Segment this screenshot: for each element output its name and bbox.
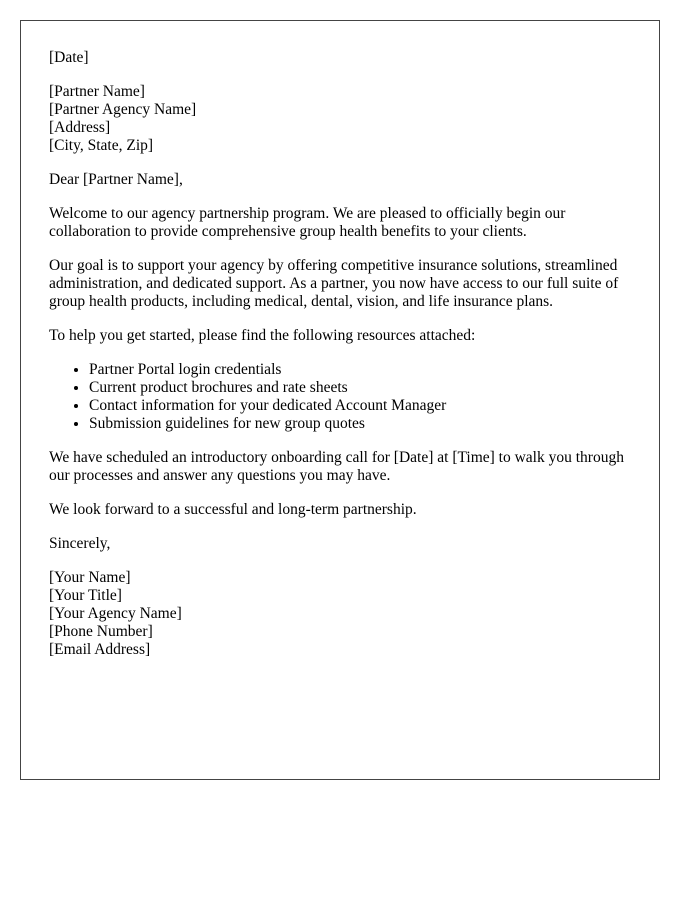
sender-name: [Your Name] <box>49 569 131 586</box>
paragraph-onboarding: We have scheduled an introductory onboarding call for [Date] at [Time] to walk you through our processes and answer any questions you may have. <box>49 449 624 484</box>
recipient-city-state-zip: [City, State, Zip] <box>49 137 154 154</box>
sign-off: Sincerely, <box>49 535 111 552</box>
salutation: Dear [Partner Name], <box>49 171 183 188</box>
date-text: [Date] <box>49 49 89 66</box>
paragraph-goal: Our goal is to support your agency by offering competitive insurance solutions, streamlined administration, and dedicated support. As a partner, you now have access to our full suite of group health products, including medical, dental, vision, and life insurance plans. <box>49 257 619 310</box>
paragraph-closing: We look forward to a successful and long-term partnership. <box>49 501 417 518</box>
recipient-name: [Partner Name] <box>49 83 145 100</box>
resource-item: • Current product brochures and rate sheets <box>89 379 631 397</box>
paragraph-welcome: Welcome to our agency partnership program. We are pleased to officially begin our collaboration to provide comprehensive group health benefits to your clients. <box>49 205 566 240</box>
resource-item: • Contact information for your dedicated Account Manager <box>89 397 631 415</box>
recipient-address: [Address] <box>49 119 111 136</box>
resources-list <box>49 361 631 433</box>
recipient-agency: [Partner Agency Name] <box>49 101 197 118</box>
sender-agency: [Your Agency Name] <box>49 605 182 622</box>
letter-date <box>49 49 631 67</box>
sender-phone: [Phone Number] <box>49 623 153 640</box>
resource-item: • Submission guidelines for new group quotes <box>89 415 631 433</box>
sender-signature-block <box>49 569 631 659</box>
sender-title: [Your Title] <box>49 587 122 604</box>
paragraph-resources-intro: To help you get started, please find the following resources attached: <box>49 327 476 344</box>
letter-page <box>20 20 660 780</box>
resource-item: • Partner Portal login credentials <box>89 361 631 379</box>
recipient-address-block <box>49 83 631 155</box>
sender-email: [Email Address] <box>49 641 151 658</box>
